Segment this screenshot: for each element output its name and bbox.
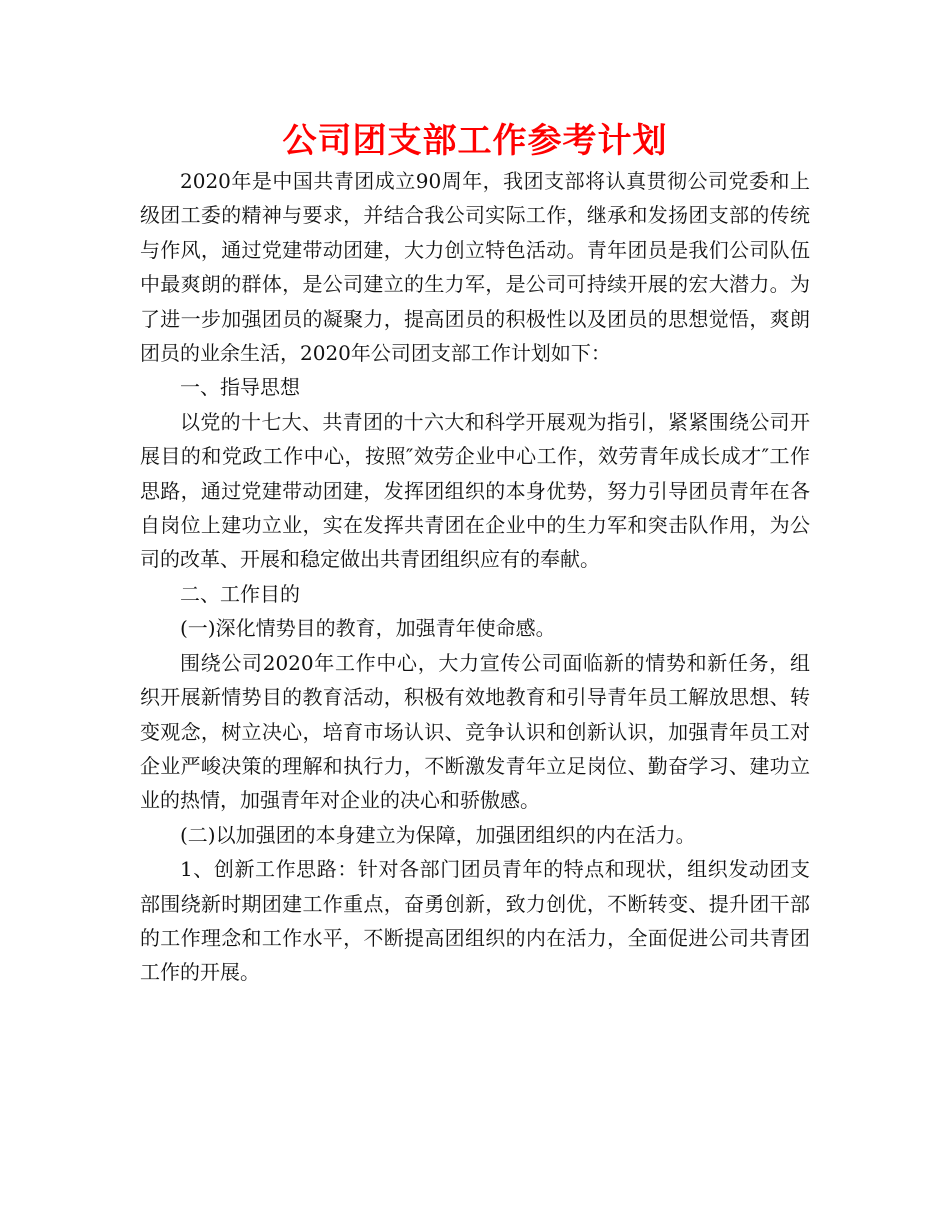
paragraph-guiding-ideology: 以党的十七大、共青团的十六大和科学开展观为指引，紧紧围绕公司开展目的和党政工作中心，按照″效劳企业中心工作，效劳青年成长成才″工作思路，通过党建带动团建，发挥团组织的本身优势，努力引导团员青年在各自岗位上建功立业，实在发挥共青团在企业中的生力军和突击队作用，为公司的改革、开展和稳定做出共青团组织应有的奉献。	[140, 409, 810, 572]
heading-work-goals: 二、工作目的	[180, 581, 300, 606]
document-title: 公司团支部工作参考计划	[282, 121, 668, 161]
heading-guiding-ideology: 一、指导思想	[180, 375, 300, 400]
paragraph-situation-education: 围绕公司2020年工作中心，大力宣传公司面临新的情势和新任务，组织开展新情势目的教育活动，积极有效地教育和引导青年员工解放思想、转变观念，树立决心，培育市场认识、竞争认识和创新认识，加强青年员工对企业严峻决策的理解和执行力，不断激发青年立足岗位、勤奋学习、建功立业的热情，加强青年对企业的决心和骄傲感。	[140, 650, 810, 813]
paragraph-innovation: 1、创新工作思路：针对各部门团员青年的特点和现状，组织发动团支部围绕新时期团建工作重点，奋勇创新，致力创优，不断转变、提升团干部的工作理念和工作水平，不断提高团组织的内在活力，全面促进公司共青团工作的开展。	[140, 857, 810, 985]
subheading-self-construction: (二)以加强团的本身建立为保障，加强团组织的内在活力。	[180, 822, 696, 847]
paragraph-intro: 2020年是中国共青团成立90周年，我团支部将认真贯彻公司党委和上级团工委的精神与要求，并结合我公司实际工作，继承和发扬团支部的传统与作风，通过党建带动团建，大力创立特色活动。青年团员是我们公司队伍中最爽朗的群体，是公司建立的生力军，是公司可持续开展的宏大潜力。为了进一步加强团员的凝聚力，提高团员的积极性以及团员的思想觉悟，爽朗团员的业余生活，2020年公司团支部工作计划如下：	[140, 169, 810, 366]
subheading-situation-education: (一)深化情势目的教育，加强青年使命感。	[180, 616, 556, 641]
document-body	[140, 164, 810, 990]
